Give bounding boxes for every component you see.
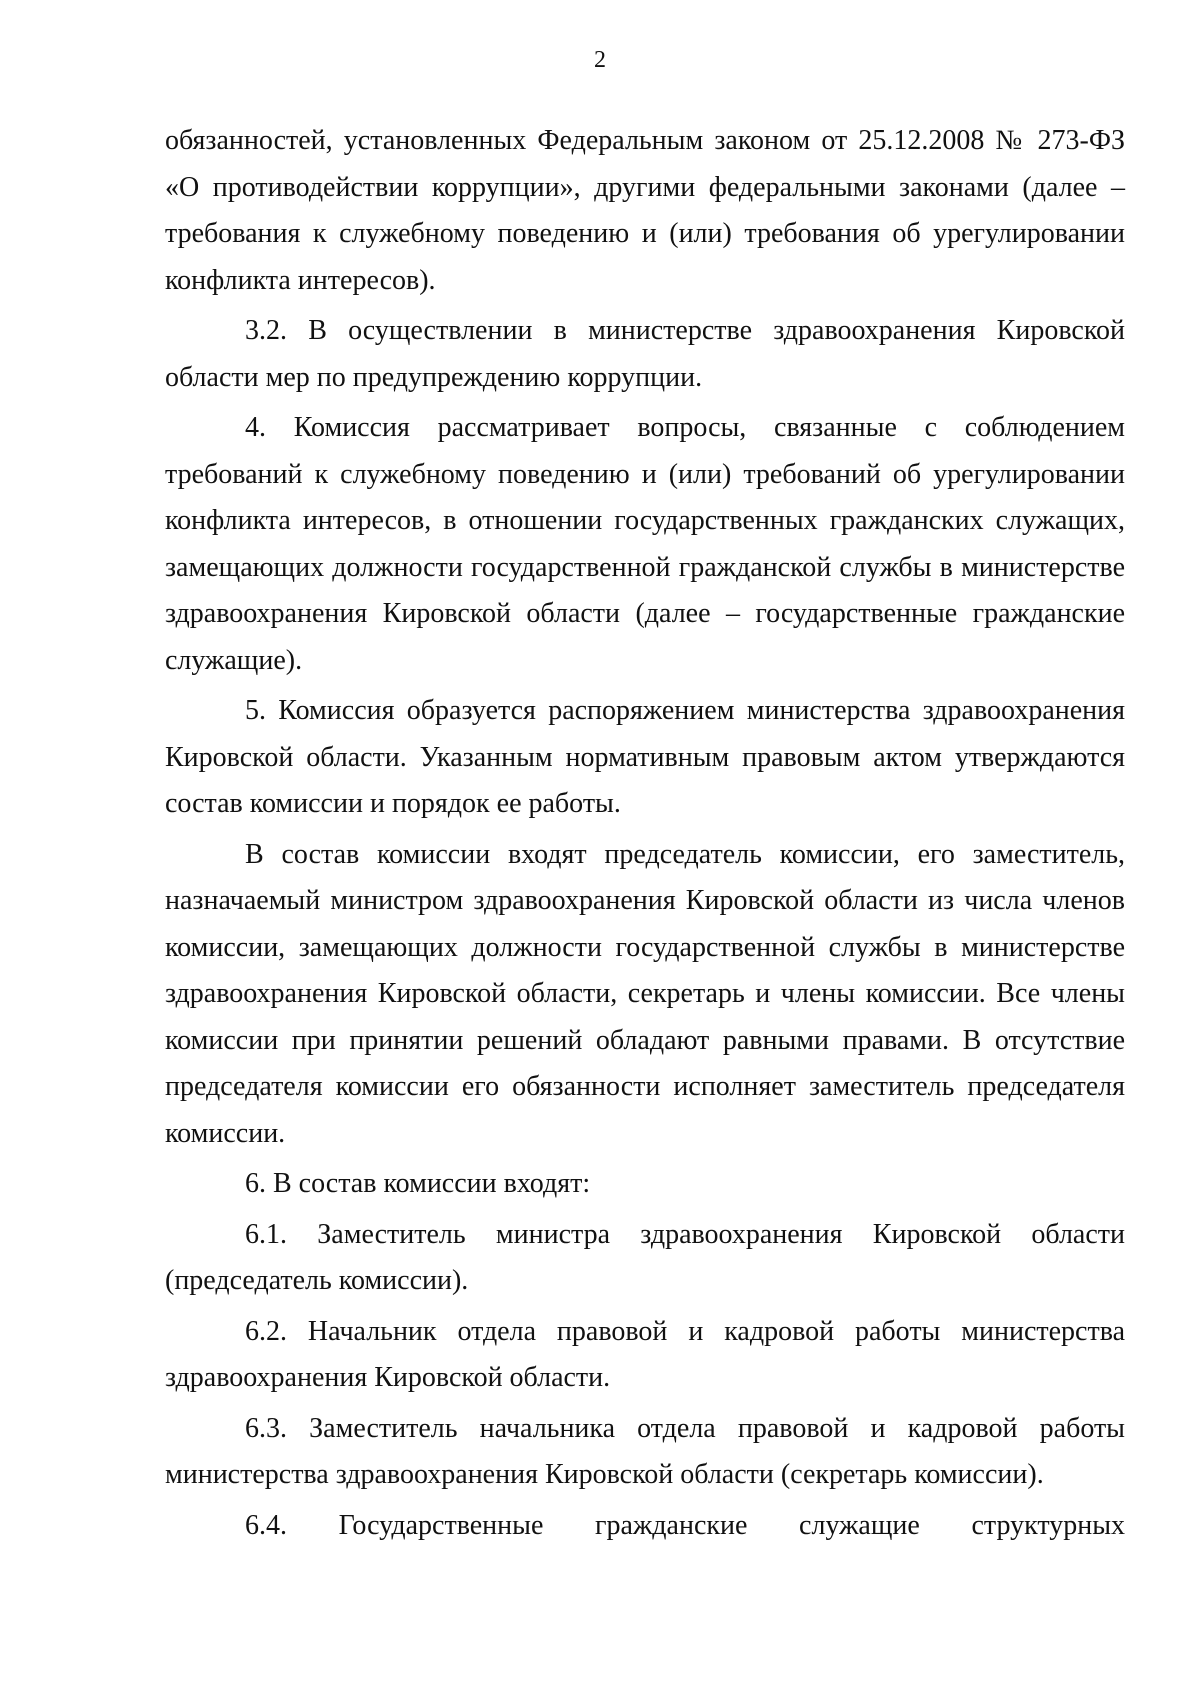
paragraph-4: 4. Комиссия рассматривает вопросы, связанные с соблюдением требований к служебному поведению и (или) требований об урегулировании конфликта интересов, в отношении государственных гражданских служащих, замещающих должности государственной гражданской службы в министерстве здравоохранения Кировской области (далее – государственные гражданские служащие). bbox=[165, 412, 1125, 676]
paragraph-5: 5. Комиссия образуется распоряжением министерства здравоохранения Кировской области. Указанным нормативным правовым актом утверждаются состав комиссии и порядок ее работы. bbox=[165, 695, 1125, 819]
paragraph-6: 6. В состав комиссии входят: bbox=[245, 1168, 591, 1199]
document-body bbox=[165, 118, 1125, 1553]
page-number: 2 bbox=[594, 47, 606, 73]
paragraph-5-composition: В состав комиссии входят председатель комиссии, его заместитель, назначаемый министром здравоохранения Кировской области из числа членов комиссии, замещающих должности государственной службы в министерстве здравоохранения Кировской области, секретарь и члены комиссии. Все члены комиссии при принятии решений обладают равными правами. В отсутствие председателя комиссии его обязанности исполняет заместитель председателя комиссии. bbox=[165, 838, 1125, 1149]
paragraph-6-1: 6.1. Заместитель министра здравоохранения Кировской области (председатель комиссии). bbox=[165, 1218, 1125, 1296]
paragraph-6-2: 6.2. Начальник отдела правовой и кадровой работы министерства здравоохранения Кировской области. bbox=[165, 1315, 1125, 1393]
paragraph-3-2: 3.2. В осуществлении в министерстве здравоохранения Кировской области мер по предупреждению коррупции. bbox=[165, 315, 1125, 393]
paragraph-6-4: 6.4. Государственные гражданские служащие структурных bbox=[245, 1509, 1125, 1541]
paragraph-6-3: 6.3. Заместитель начальника отдела правовой и кадровой работы министерства здравоохранения Кировской области (секретарь комиссии). bbox=[165, 1412, 1125, 1490]
paragraph-continuation: обязанностей, установленных Федеральным законом от 25.12.2008 № 273-ФЗ «О противодействии коррупции», другими федеральными законами (далее – требования к служебному поведению и (или) требования об урегулировании конфликта интересов). bbox=[165, 125, 1125, 296]
